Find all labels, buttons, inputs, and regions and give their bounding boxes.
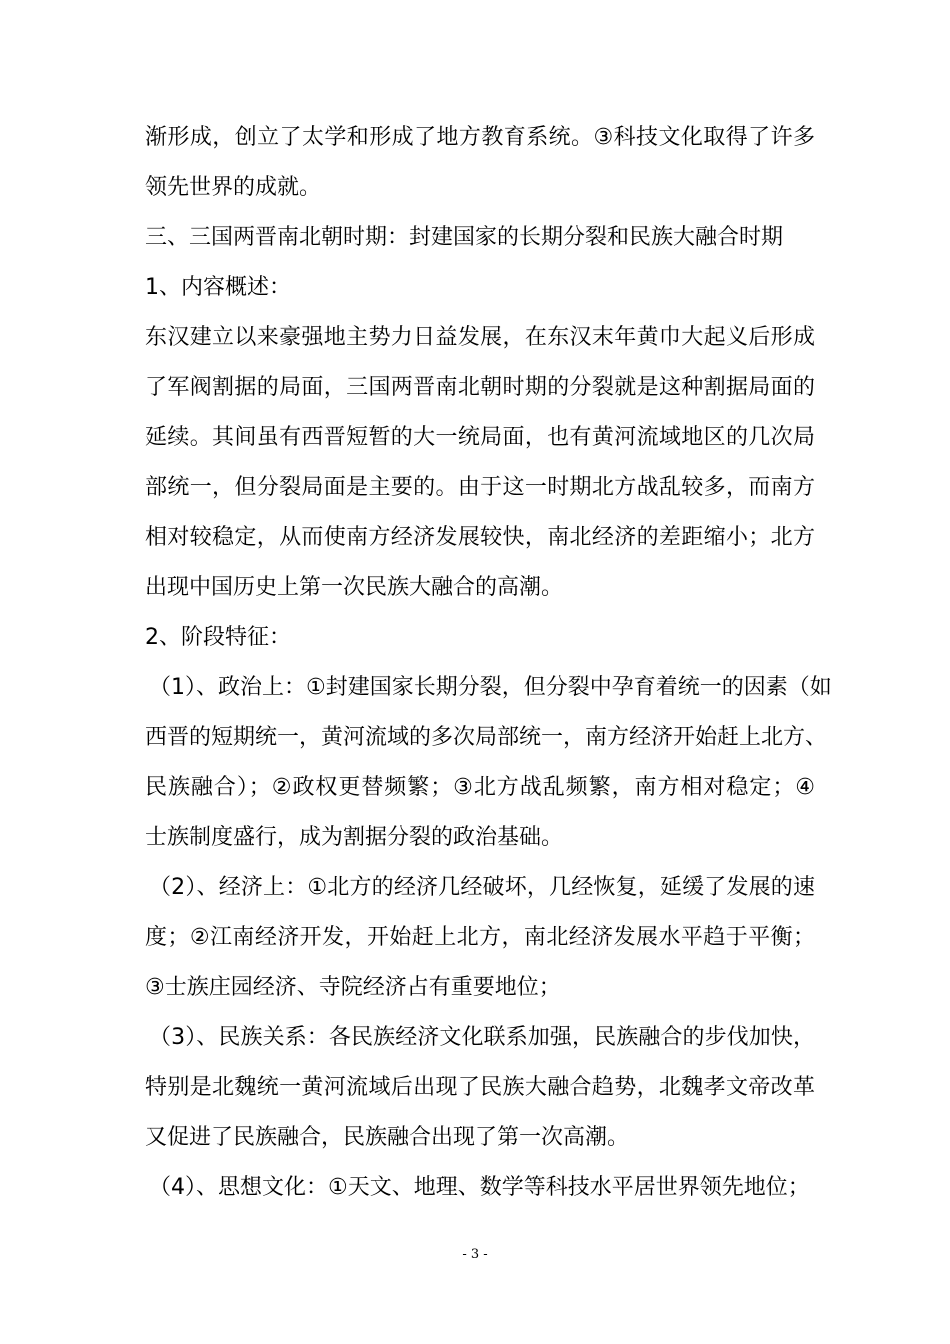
text-line-10: 出现中国历史上第一次民族大融合的高潮。 xyxy=(145,575,564,600)
text-line-7: 延续。其间虽有西晋短暂的大一统局面，也有黄河流域地区的几次局 xyxy=(145,425,815,450)
text-line-14: 民族融合）；②政权更替频繁；③北方战乱频繁，南方相对稳定；④ xyxy=(145,775,815,800)
text-line-21: 又促进了民族融合，民族融合出现了第一次高潮。 xyxy=(145,1125,630,1150)
subheading-stage-features: 2、阶段特征： xyxy=(145,625,291,650)
text-line-6: 了军阀割据的局面，三国两晋南北朝时期的分裂就是这种割据局面的 xyxy=(145,375,815,400)
text-line-19: （3）、民族关系：各民族经济文化联系加强，民族融合的步伐加快， xyxy=(149,1025,815,1050)
text-line-16: （2）、经济上：①北方的经济几经破坏，几经恢复，延缓了发展的速 xyxy=(149,875,815,900)
text-line-17: 度；②江南经济开发，开始赶上北方，南北经济发展水平趋于平衡； xyxy=(145,925,815,950)
text-line-5: 东汉建立以来豪强地主势力日益发展，在东汉末年黄巾大起义后形成 xyxy=(145,325,815,350)
document-body xyxy=(145,113,832,1213)
text-line-22: （4）、思想文化：①天文、地理、数学等科技水平居世界领先地位； xyxy=(149,1175,810,1200)
text-line-8: 部统一，但分裂局面是主要的。由于这一时期北方战乱较多，而南方 xyxy=(145,475,815,500)
text-line-2: 领先世界的成就。 xyxy=(145,175,322,200)
page-number: - 3 - xyxy=(462,1247,488,1262)
text-line-12: （1）、政治上：①封建国家长期分裂，但分裂中孕育着统一的因素（如 xyxy=(149,675,832,700)
text-line-20: 特别是北魏统一黄河流域后出现了民族大融合趋势，北魏孝文帝改革 xyxy=(145,1075,815,1100)
section-heading-3: 三、三国两晋南北朝时期：封建国家的长期分裂和民族大融合时期 xyxy=(145,225,784,250)
text-line-13: 西晋的短期统一，黄河流域的多次局部统一，南方经济开始赶上北方、 xyxy=(145,725,828,750)
text-line-1: 渐形成，创立了太学和形成了地方教育系统。③科技文化取得了许多 xyxy=(145,125,815,150)
text-line-15: 士族制度盛行，成为割据分裂的政治基础。 xyxy=(145,825,564,850)
text-line-18: ③士族庄园经济、寺院经济占有重要地位； xyxy=(145,975,561,1000)
text-line-9: 相对较稳定，从而使南方经济发展较快，南北经济的差距缩小；北方 xyxy=(145,525,815,550)
subheading-overview: 1、内容概述： xyxy=(145,275,291,300)
